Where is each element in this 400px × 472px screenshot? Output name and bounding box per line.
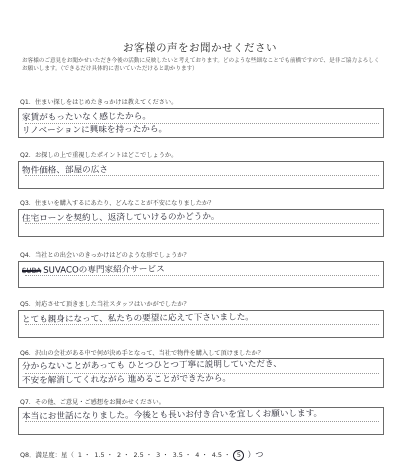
answer-2-line-1: 物件価格、部屋の広さ — [21, 165, 109, 176]
answer-box-2[interactable] — [18, 161, 384, 189]
answer-box-6[interactable] — [18, 358, 384, 388]
rating-option[interactable]: 1 — [77, 451, 82, 459]
answer-box-3[interactable] — [18, 209, 384, 237]
rating-option[interactable]: 3.5 — [172, 451, 183, 459]
answer-1-line-2: リノベーションに興味を持ったから。 — [21, 124, 168, 136]
rating-label: Q8．満足度：星（ — [20, 451, 74, 459]
rating-option[interactable]: 2 — [117, 451, 122, 459]
struck-text: SUBA — [21, 266, 42, 275]
answer-6-line-1: 分からないことがあっても ひとつひとつ丁寧に説明していただき、 — [21, 359, 282, 372]
rating-option[interactable]: 1.5 — [94, 451, 105, 459]
answer-box-4[interactable] — [18, 261, 384, 288]
question-5-label: Q5．対応させて頂きました当社スタッフはいかがでしたか？ — [20, 301, 190, 308]
satisfaction-rating: Q8．満足度：星（ 1 ・ 1.5 ・ 2 ・ 2.5 ・ 3 ・ 3.5 ・ 4 ・ 4.5 ・ 5 ）つ — [20, 450, 264, 459]
answer-4-line-1 — [22, 263, 165, 276]
answer-5-line-1: とても親身になって、私たちの要望に応えて下さいました。 — [21, 312, 254, 325]
rating-selected-circle[interactable]: 5 — [233, 450, 244, 461]
question-4-label: Q4．当社との出会いのきっかけはどのような形でしょうか？ — [20, 252, 190, 259]
question-6-label: Q6．沢山の会社がある中で何が決め手となって、当社で物件を購入して頂けましたか？ — [20, 350, 264, 357]
answer-box-7[interactable] — [18, 407, 384, 435]
rating-option[interactable]: 4 — [195, 451, 200, 459]
answer-4-text: SUVACOの専門家紹介サービス — [43, 264, 165, 276]
rating-option[interactable]: 2.5 — [133, 451, 144, 459]
question-1-label: Q1．住まい探しをはじめたきっかけは教えてください。 — [20, 99, 178, 106]
question-2-label: Q2．お探しの上で重視したポイントはどこでしょうか。 — [20, 152, 178, 159]
rating-option[interactable]: 4.5 — [211, 451, 222, 459]
answer-7-line-1: 本当にお世話になりました。今後とも長いお付き合いを宜しくお願いします。 — [21, 408, 323, 422]
answer-box-5[interactable] — [18, 310, 384, 338]
page-title: お客様の声をお聞かせください — [123, 42, 277, 54]
question-3-label: Q3．住まいを購入するにあたり、どんなことが不安になりましたか？ — [20, 200, 215, 207]
answer-1-line-1: 家賃がもったいなく感じたから。 — [21, 111, 151, 123]
rating-option[interactable]: 3 — [156, 451, 161, 459]
answer-6-line-2: 不安を解消してくれながら 進めることができたから。 — [21, 373, 232, 386]
question-7-label: Q7．その他、ご意見・ご感想をお聞かせください。 — [20, 399, 165, 406]
intro-text: お客様のご意見をお聞かせいただき今後の活動に反映したいと考えております。どのような些細なことでも前橋ですので、是非ご協力よろしくお願いします。（できるだけ具体的に書いていただけると助かります） — [22, 58, 380, 73]
rating-close: ）つ — [247, 450, 264, 459]
answer-box-1[interactable] — [18, 108, 384, 138]
answer-3-line-1: 住宅ローンを契約し、返済していけるのかどうか。 — [21, 211, 220, 224]
